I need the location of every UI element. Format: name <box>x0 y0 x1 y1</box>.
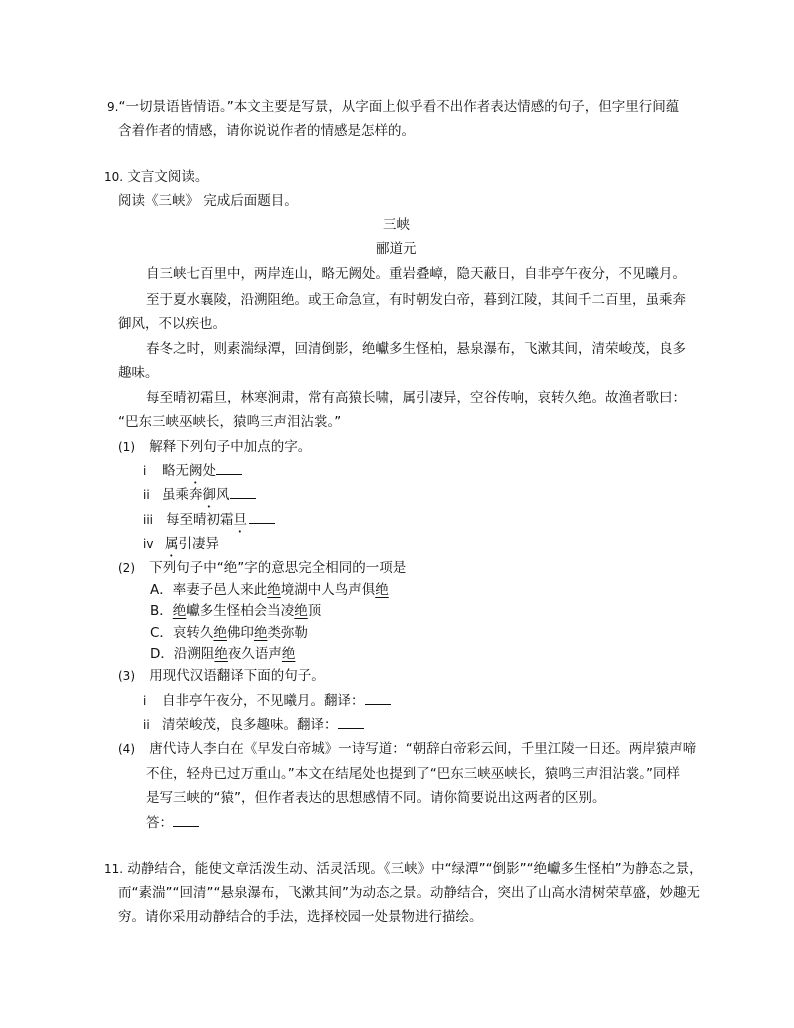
passage-line: 自三峡七百里中，两岸连山，略无阙处。重岩叠嶂，隐天蔽日，自非亭午夜分，不见曦月。 <box>146 266 686 282</box>
option-letter: C． <box>150 625 173 641</box>
question-number: 9. <box>107 100 119 114</box>
question-text: 动静结合，能使文章活泼生动、活灵活现。《三峡》中“绿潭”“倒影”“绝巘多生怪柏”为静态之景， <box>127 861 703 877</box>
option-d[interactable] <box>150 643 295 665</box>
passage-line: “巴东三峡巫峡长，猿鸣三声泪沾裳。” <box>118 414 342 430</box>
subquestion-1 <box>118 436 311 458</box>
underlined-character: 绝 <box>172 603 187 619</box>
underlined-character: 绝 <box>294 603 308 619</box>
item-iv <box>143 533 219 560</box>
item-text: 风 <box>216 487 230 503</box>
answer-blank[interactable] <box>249 509 275 524</box>
answer-blank[interactable] <box>216 460 242 475</box>
subquestion-label: (2) <box>118 561 135 575</box>
subquestion-label: (4) <box>118 742 135 756</box>
question-number: 11. <box>104 862 124 876</box>
answer-blank[interactable] <box>365 690 391 705</box>
underlined-character: 绝 <box>267 582 281 598</box>
option-letter: A． <box>150 582 173 598</box>
option-letter: B． <box>150 603 173 619</box>
underlined-character: 绝 <box>213 625 227 641</box>
question-9-line-2 <box>118 120 415 142</box>
option-c[interactable] <box>150 622 308 644</box>
option-text: 沿溯阻 <box>173 646 215 662</box>
question-text: 含着作者的情感，请你说说作者的情感是怎样的。 <box>118 123 415 139</box>
underlined-character: 绝 <box>281 646 296 662</box>
subquestion-4 <box>118 738 696 760</box>
subquestion-4-line-3: 是写三峡的“猿”，但作者表达的思想感情不同。请你简要说出这两者的区别。 <box>146 790 606 806</box>
option-text: 夜久语声 <box>227 646 282 662</box>
option-b[interactable] <box>150 600 321 622</box>
question-number: 10. <box>104 170 124 184</box>
underlined-character: 绝 <box>253 625 268 641</box>
option-text: 佛印 <box>226 625 254 641</box>
question-11-line-3: 穷。请你采用动静结合的手法，选择校园一处景物进行描绘。 <box>118 909 483 925</box>
subquestion-text: 唐代诗人李白在《早发白帝城》一诗写道：“朝辞白帝彩云间，千里江陵一日还。两岸猿声啼 <box>149 741 697 757</box>
item-text: 清荣峻茂，良多趣味。翻译： <box>162 717 338 733</box>
item-numeral: i <box>143 464 147 478</box>
item-text: 引凄异 <box>178 536 219 552</box>
question-9-line-1 <box>107 96 679 118</box>
passage-author: 郦道元 <box>376 241 417 257</box>
question-10-heading <box>104 166 208 188</box>
item-numeral: ii <box>143 718 150 732</box>
answer-blank[interactable] <box>173 812 199 827</box>
subquestion-stem: 用现代汉语翻译下面的句子。 <box>149 668 325 684</box>
option-text: 哀转久 <box>172 625 214 641</box>
answer-blank[interactable] <box>338 714 364 729</box>
question-text: “一切景语皆情语。”本文主要是写景，从字面上似乎看不出作者表达情感的句子，但字里行间蕴 <box>118 99 680 115</box>
subquestion-3 <box>118 665 325 687</box>
underlined-character: 绝 <box>214 646 228 662</box>
option-text: 类弥勒 <box>267 625 308 641</box>
subquestion-label: (3) <box>118 669 135 683</box>
dotted-character: 阙 <box>189 463 203 479</box>
answer-line <box>146 812 199 834</box>
item-numeral: iii <box>143 513 154 527</box>
translate-item-i <box>143 690 391 712</box>
passage-line: 每至晴初霜旦，林寒涧肃，常有高猿长啸，属引凄异，空谷传响，哀转久绝。故渔者歌曰： <box>146 390 686 406</box>
item-numeral: i <box>143 694 147 708</box>
subquestion-label: (1) <box>118 440 135 454</box>
option-text: 顶 <box>307 603 322 619</box>
dotted-character: 旦 <box>233 512 247 528</box>
answer-label: 答： <box>146 815 173 831</box>
underlined-character: 绝 <box>375 582 389 598</box>
option-letter: D． <box>150 646 174 662</box>
item-text: 自非亭午夜分，不见曦月。翻译： <box>162 693 365 709</box>
passage-line: 趣味。 <box>118 365 159 381</box>
passage-line: 春冬之时，则素湍绿潭，回清倒影，绝巘多生怪柏，悬泉瀑布，飞漱其间，清荣峻茂，良多 <box>146 341 686 357</box>
passage-line: 至于夏水襄陵，沿溯阻绝。或王命急宣，有时朝发白帝，暮到江陵，其间千二百里，虽乘奔 <box>146 292 686 308</box>
dotted-character: 属 <box>165 536 179 552</box>
item-text: 每至晴初霜 <box>166 512 234 528</box>
answer-blank[interactable] <box>230 484 256 499</box>
subquestion-stem: 解释下列句子中加点的字。 <box>149 439 312 455</box>
subquestion-stem: 下列句子中“绝”字的意思完全相同的一项是 <box>149 560 407 576</box>
option-a[interactable] <box>150 579 389 601</box>
item-text: 虽乘奔 <box>162 487 203 503</box>
translate-item-ii <box>143 714 364 736</box>
item-iii <box>143 509 275 536</box>
option-text: 境湖中人鸟声俱 <box>280 582 376 598</box>
dotted-character: 御 <box>202 487 216 503</box>
item-numeral: iv <box>143 537 154 551</box>
passage-line: 御风，不以疾也。 <box>118 316 226 332</box>
subquestion-4-line-2: 不住，轻舟已过万重山。”本文在结尾处也提到了“巴东三峡巫峡长，猿鸣三声泪沾裳。”同样 <box>146 766 680 782</box>
question-text: 文言文阅读。 <box>127 169 209 185</box>
item-text: 略无 <box>162 463 189 479</box>
passage-title: 三峡 <box>383 217 410 233</box>
option-text: 率妻子邑人来此 <box>172 582 268 598</box>
question-11-line-1 <box>104 858 703 880</box>
item-ii <box>143 484 256 511</box>
item-i <box>143 460 242 487</box>
item-text: 处 <box>202 463 216 479</box>
option-text: 巘多生怪柏会当凌 <box>186 603 295 619</box>
item-numeral: ii <box>143 488 150 502</box>
subquestion-2 <box>118 557 406 579</box>
reading-instruction: 阅读《三峡》 完成后面题目。 <box>118 193 298 209</box>
question-11-line-2: 而“素湍”“回清”“悬泉瀑布，飞漱其间”为动态之景。动静结合，突出了山高水清树荣草盛，妙趣无 <box>118 885 700 901</box>
